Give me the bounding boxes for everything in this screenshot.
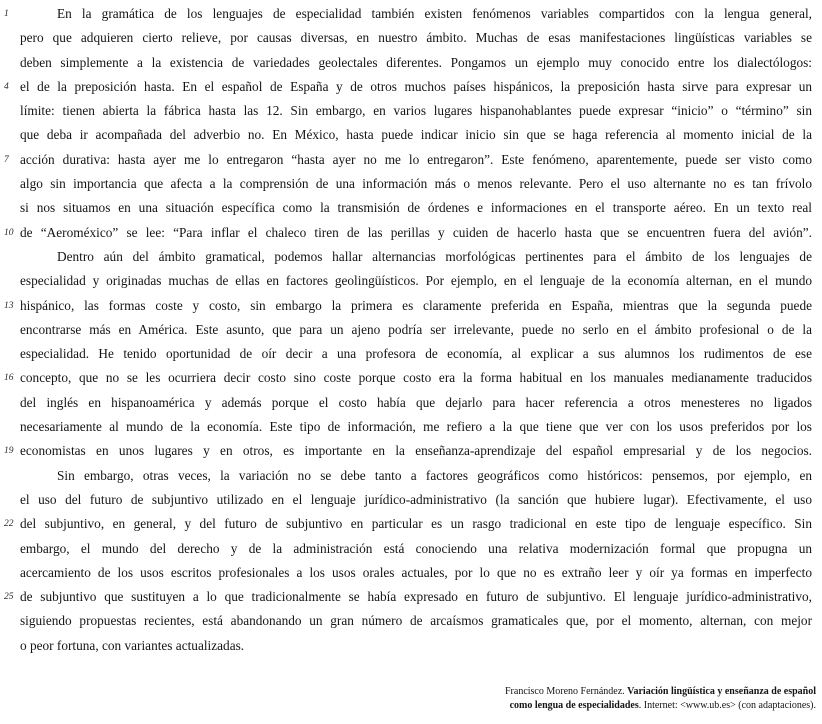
- text-line: deben simplemente a la existencia de variedades geolectales diferentes. Pongamos un ejemplo muy conocido entre los dialectólogos:: [20, 54, 812, 70]
- text-line-row: [0, 196, 822, 220]
- text-line: de subjuntivo que sustituyen a lo que tradicionalmente se había expresado en futuro de subjuntivo. El lenguaje jurídico-administrativo,: [20, 589, 812, 605]
- source-rest: . Internet: <www.ub.es> (con adaptaciones).: [638, 699, 816, 711]
- text-line: economistas en unos lugares y en otros, es importante en la enseñanza-aprendizaje del español empresarial y de los negocios.: [20, 443, 812, 459]
- text-line-row: [0, 512, 822, 536]
- source-citation-line1: [505, 685, 816, 699]
- text-line-row: [0, 634, 822, 658]
- line-number: 1: [4, 9, 9, 19]
- line-number: 22: [4, 519, 14, 530]
- text-line: especialidad. He tenido oportunidad de oír decir a una profesora de economía, al explicar a sus alumnos los rudimentos de ese: [20, 346, 812, 362]
- text-line: el uso del futuro de subjuntivo utilizado en el lenguaje jurídico-administrativo (la sanción que hubiere lugar). Efectivamente, el uso: [20, 491, 812, 507]
- text-line-row: [0, 585, 822, 609]
- text-line-row: [0, 99, 822, 123]
- text-line: concepto, que no se les ocurriera decir costo sino coste porque costo era la forma habitual en los manuales medianamente traducidos: [20, 370, 812, 386]
- text-line: hispánico, las formas coste y costo, sin embargo la primera es claramente preferida en España, mientras que la segunda puede: [20, 297, 812, 313]
- text-line: En la gramática de los lenguajes de especialidad también existen fenómenos variables compartidos con la lengua general,: [57, 6, 812, 21]
- text-line: acción durativa: hasta ayer me lo entregaron “hasta ayer no me lo entregaron”. Este fenómeno, aparentemente, puede ser visto como: [20, 151, 812, 167]
- source-title-part1: Variación lingüística y enseñanza de español: [627, 686, 816, 697]
- text-line: encontrarse más en América. Este asunto, que para un ajeno podría ser irrelevante, puede no serlo en el ámbito profesional o de la: [20, 321, 812, 337]
- reading-passage: [0, 2, 822, 658]
- text-line-row: [0, 439, 822, 463]
- line-number: 7: [4, 154, 9, 165]
- source-author: Francisco Moreno Fernández.: [504, 686, 628, 697]
- text-line-row: [0, 537, 822, 561]
- text-line: pero que adquieren cierto relieve, por causas diversas, en nuestro ámbito. Muchas de esas manifestaciones lingüísticas variables se: [20, 30, 812, 46]
- text-line-row: [0, 245, 822, 269]
- text-line-row: [0, 391, 822, 415]
- text-line-row: [0, 75, 822, 99]
- text-line-row: [0, 342, 822, 366]
- text-line-row: [0, 609, 822, 633]
- text-line-row: [0, 2, 822, 26]
- text-line-row: [0, 221, 822, 245]
- text-line: algo sin importancia que afecta a la comprensión de una información más o menos relevante. Pero el uso alternante no es tan frívolo: [20, 176, 812, 192]
- line-number: 10: [4, 227, 14, 238]
- source-title-part2: como lengua de especialidades: [509, 699, 639, 711]
- text-line-row: [0, 148, 822, 172]
- text-line: Sin embargo, otras veces, la variación no se debe tanto a factores geográficos como históricos: pensemos, por ejemplo, en: [57, 467, 812, 483]
- text-line: del subjuntivo, en general, y del futuro de subjuntivo en particular es un rasgo tradicional en este tipo de lenguaje específico. Sin: [20, 516, 812, 532]
- source-citation: [505, 685, 816, 712]
- text-line: límite: tienen abierta la fábrica hasta las 12. Sin embargo, en varios lugares hispanohablantes puede expresar “inicio” o “término” sin: [20, 103, 812, 119]
- text-line: embargo, el mundo del derecho y de la administración está conociendo una relativa modernización formal que propugna un: [20, 540, 812, 556]
- text-line-row: [0, 318, 822, 342]
- line-number: 19: [4, 446, 14, 457]
- text-line: especialidad y originadas muchas de ellas en factores geolingüísticos. Por ejemplo, en el lenguaje de la economía alternan, en el mundo: [20, 273, 812, 289]
- text-line: de “Aeroméxico” se lee: “Para inflar el chaleco tiren de las perillas y cuiden de hacerlo hasta que se encuentren fuera del avión”.: [20, 224, 812, 240]
- text-line-row: [0, 561, 822, 585]
- text-line: necesariamente al mundo de la economía. Este tipo de información, me refiero a la que tiene que ver con los usos preferidos por los: [20, 419, 812, 435]
- text-line-row: [0, 366, 822, 390]
- source-citation-line2: [505, 699, 816, 713]
- line-number: 25: [4, 592, 14, 603]
- text-line: o peor fortuna, con variantes actualizadas.: [20, 637, 245, 653]
- text-line: Dentro aún del ámbito gramatical, podemos hallar alternancias morfológicas pertinentes para el ámbito de los lenguajes de: [57, 248, 812, 264]
- text-line: siguiendo propuestas recientes, está abandonando un gran número de arcaísmos gramaticales que, por el momento, alternan, con mejor: [20, 613, 812, 629]
- text-line-row: [0, 26, 822, 50]
- line-number: 16: [4, 373, 14, 384]
- text-line-row: [0, 464, 822, 488]
- text-line-row: [0, 488, 822, 512]
- text-line: el de la preposición hasta. En el español de España y de otros muchos países hispánicos, la preposición hasta sirve para expresar un: [20, 78, 812, 94]
- text-line: acercamiento de los usos escritos profesionales a los usos orales actuales, por lo que no es extraño leer y oír ya formas en imperfecto: [20, 564, 812, 580]
- text-line-row: [0, 415, 822, 439]
- text-line-row: [0, 294, 822, 318]
- line-number: 4: [4, 81, 9, 92]
- text-line: del inglés en hispanoamérica y además porque el costo había que dejarlo para hacer referencia a otros menesteres no ligados: [20, 394, 812, 410]
- text-line-row: [0, 51, 822, 75]
- text-line-row: [0, 123, 822, 147]
- line-number: 13: [4, 300, 14, 311]
- text-line: si nos situamos en una situación específica como la transmisión de órdenes e informaciones en el transporte aéreo. En un texto real: [20, 200, 812, 216]
- text-line: que deba ir acompañada del adverbio no. En México, hasta puede indicar inicio sin que se haga referencia al momento inicial de la: [20, 127, 812, 143]
- text-line-row: [0, 269, 822, 293]
- text-line-row: [0, 172, 822, 196]
